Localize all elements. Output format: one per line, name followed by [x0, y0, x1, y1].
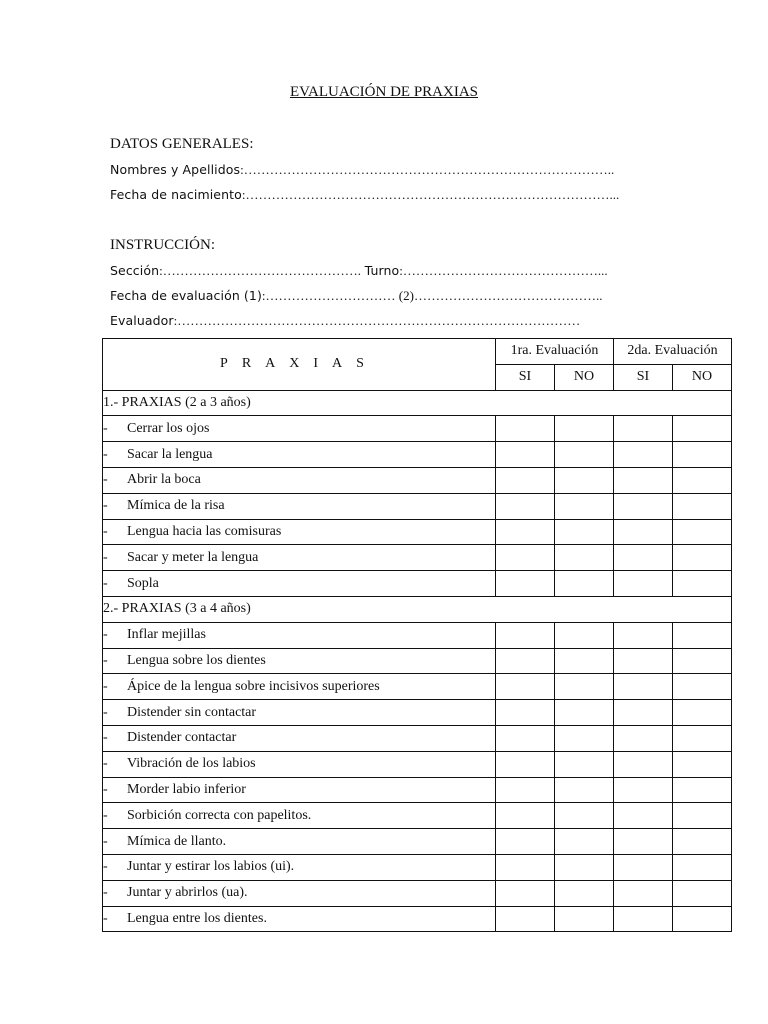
eval1-header: 1ra. Evaluación [496, 339, 614, 365]
eval2-si-cell[interactable] [614, 854, 673, 880]
eval1-no-cell[interactable] [555, 751, 614, 777]
item-dash: - [103, 781, 108, 797]
page-title-text: EVALUACIÓN DE PRAXIAS [289, 84, 479, 100]
evaluador-dots: :………………………………………………………………………………… [173, 313, 581, 328]
eval1-no-cell[interactable] [555, 906, 614, 932]
eval2-no-cell[interactable] [673, 493, 732, 519]
eval1-si-cell[interactable] [496, 725, 555, 751]
praxia-row [103, 442, 732, 468]
praxias-column-header: PRAXIAS [103, 339, 496, 391]
eval2-si-cell[interactable] [614, 803, 673, 829]
praxia-row [103, 803, 732, 829]
item-dash: - [103, 756, 108, 772]
praxia-item [103, 442, 496, 468]
eval1-no-cell[interactable] [555, 442, 614, 468]
praxia-item-label: Sacar la lengua [127, 446, 213, 462]
item-dash: - [103, 472, 108, 488]
group-title: 2.- PRAXIAS (3 a 4 años) [103, 596, 732, 622]
praxia-item-label: Inflar mejillas [127, 627, 206, 643]
group-row-group1 [103, 390, 732, 416]
eval1-si-cell[interactable] [496, 622, 555, 648]
eval2-si-cell[interactable] [614, 906, 673, 932]
praxia-item-label: Ápice de la lengua sobre incisivos superiores [127, 678, 380, 694]
praxia-item [103, 854, 496, 880]
praxia-row [103, 545, 732, 571]
eval2-si-cell[interactable] [614, 519, 673, 545]
praxia-item-label: Vibración de los labios [127, 756, 256, 772]
praxia-row [103, 467, 732, 493]
eval1-no-cell[interactable] [555, 674, 614, 700]
eval1-si-cell[interactable] [496, 777, 555, 803]
fecha-evaluacion-label: Fecha de evaluación (1) [110, 288, 262, 303]
praxia-row [103, 648, 732, 674]
item-dash: - [103, 910, 108, 926]
praxia-row [103, 700, 732, 726]
turno-dots: :………………………………………... [399, 263, 608, 278]
eval1-si-cell[interactable] [496, 829, 555, 855]
eval2-no-cell[interactable] [673, 416, 732, 442]
eval2-no-cell[interactable] [673, 674, 732, 700]
eval2-no-cell[interactable] [673, 648, 732, 674]
turno-label: Turno [364, 263, 400, 278]
eval2-si-cell[interactable] [614, 725, 673, 751]
eval2-no-cell[interactable] [673, 880, 732, 906]
eval2-no-cell[interactable] [673, 467, 732, 493]
fecha-nacimiento-dots: :…………………………………………………………………………... [241, 187, 620, 202]
eval2-no-cell[interactable] [673, 571, 732, 597]
praxias-table [102, 338, 732, 932]
praxia-item [103, 700, 496, 726]
seccion-turno-field[interactable] [110, 263, 608, 280]
eval1-no-cell[interactable] [555, 571, 614, 597]
eval2-si-cell[interactable] [614, 829, 673, 855]
header-row-1 [103, 339, 732, 365]
eval1-no-cell[interactable] [555, 622, 614, 648]
eval1-no-cell[interactable] [555, 725, 614, 751]
eval2-si-cell[interactable] [614, 622, 673, 648]
item-dash: - [103, 807, 108, 823]
eval1-no-cell[interactable] [555, 648, 614, 674]
eval1-si-cell[interactable] [496, 442, 555, 468]
praxia-item-label: Abrir la boca [127, 472, 201, 488]
item-dash: - [103, 627, 108, 643]
eval2-si-cell[interactable] [614, 751, 673, 777]
praxia-item-label: Morder labio inferior [127, 781, 246, 797]
item-dash: - [103, 549, 108, 565]
eval2-si-cell[interactable] [614, 880, 673, 906]
evaluador-field[interactable] [110, 313, 580, 330]
eval1-si-cell[interactable] [496, 648, 555, 674]
eval2-si-cell[interactable] [614, 416, 673, 442]
eval2-no-cell[interactable] [673, 700, 732, 726]
praxia-row [103, 880, 732, 906]
praxia-item-label: Sorbición correcta con papelitos. [127, 807, 312, 823]
item-dash: - [103, 704, 108, 720]
praxia-item [103, 467, 496, 493]
eval1-no-cell[interactable] [555, 493, 614, 519]
eval2-si-cell[interactable] [614, 648, 673, 674]
praxia-row [103, 519, 732, 545]
fecha-evaluacion-dots: :………………………… (2)…………………………………….. [261, 288, 603, 303]
eval2-si-cell[interactable] [614, 545, 673, 571]
praxia-row [103, 906, 732, 932]
eval1-no-cell[interactable] [555, 700, 614, 726]
praxia-item [103, 519, 496, 545]
seccion-label: Sección [110, 263, 160, 278]
instruccion-heading: INSTRUCCIÓN: [110, 237, 216, 253]
praxia-item [103, 674, 496, 700]
eval2-si-cell[interactable] [614, 777, 673, 803]
eval1-si-cell[interactable] [496, 493, 555, 519]
praxia-item [103, 880, 496, 906]
eval2-no-cell[interactable] [673, 803, 732, 829]
fecha-evaluacion-field[interactable] [110, 288, 602, 305]
praxia-row [103, 416, 732, 442]
nombres-label: Nombres y Apellidos [110, 162, 241, 177]
eval1-si-cell[interactable] [496, 545, 555, 571]
eval2-no-cell[interactable] [673, 442, 732, 468]
eval2-no-cell[interactable] [673, 622, 732, 648]
praxia-item [103, 493, 496, 519]
datos-generales-heading: DATOS GENERALES: [110, 136, 254, 152]
item-dash: - [103, 523, 108, 539]
praxia-row [103, 725, 732, 751]
praxia-item-label: Lengua sobre los dientes [127, 652, 266, 668]
eval2-header: 2da. Evaluación [614, 339, 732, 365]
praxia-item [103, 571, 496, 597]
eval1-no-cell[interactable] [555, 467, 614, 493]
eval2-no-header: NO [673, 364, 732, 390]
praxia-row [103, 854, 732, 880]
praxia-item [103, 906, 496, 932]
eval1-no-cell[interactable] [555, 880, 614, 906]
eval1-no-cell[interactable] [555, 416, 614, 442]
item-dash: - [103, 446, 108, 462]
eval2-no-cell[interactable] [673, 854, 732, 880]
item-dash: - [103, 885, 108, 901]
item-dash: - [103, 498, 108, 514]
eval1-si-cell[interactable] [496, 751, 555, 777]
nombres-dots: :………………………………………………………………………….. [240, 162, 615, 177]
eval2-no-cell[interactable] [673, 519, 732, 545]
praxia-item-label: Distender sin contactar [127, 704, 257, 720]
praxia-item [103, 545, 496, 571]
item-dash: - [103, 730, 108, 746]
seccion-dots: :………………………………………. [159, 263, 361, 278]
eval2-si-cell[interactable] [614, 442, 673, 468]
eval2-no-cell[interactable] [673, 777, 732, 803]
eval1-no-cell[interactable] [555, 519, 614, 545]
praxia-row [103, 674, 732, 700]
eval1-no-header: NO [555, 364, 614, 390]
item-dash: - [103, 833, 108, 849]
praxia-item [103, 622, 496, 648]
praxia-row [103, 571, 732, 597]
eval1-si-cell[interactable] [496, 674, 555, 700]
fecha-nacimiento-label: Fecha de nacimiento [110, 187, 242, 202]
praxia-item-label: Lengua entre los dientes. [127, 910, 267, 926]
item-dash: - [103, 678, 108, 694]
eval1-si-cell[interactable] [496, 906, 555, 932]
eval2-si-cell[interactable] [614, 674, 673, 700]
nombres-field[interactable] [110, 162, 614, 179]
group-row-group2 [103, 596, 732, 622]
praxia-item [103, 648, 496, 674]
praxia-item-label: Cerrar los ojos [127, 420, 210, 436]
eval1-no-cell[interactable] [555, 829, 614, 855]
page-title [0, 84, 768, 101]
praxia-item-label: Lengua hacia las comisuras [127, 523, 282, 539]
eval1-si-header: SI [496, 364, 555, 390]
praxia-row [103, 829, 732, 855]
eval1-no-cell[interactable] [555, 545, 614, 571]
praxia-row [103, 777, 732, 803]
praxia-item [103, 829, 496, 855]
praxia-row [103, 493, 732, 519]
praxia-item-label: Sopla [127, 575, 159, 591]
group-title: 1.- PRAXIAS (2 a 3 años) [103, 390, 732, 416]
eval1-si-cell[interactable] [496, 803, 555, 829]
eval2-no-cell[interactable] [673, 829, 732, 855]
item-dash: - [103, 652, 108, 668]
item-dash: - [103, 575, 108, 591]
eval2-no-cell[interactable] [673, 906, 732, 932]
praxia-item-label: Distender contactar [127, 730, 237, 746]
praxia-item [103, 751, 496, 777]
praxia-row [103, 622, 732, 648]
praxia-row [103, 751, 732, 777]
praxia-item [103, 803, 496, 829]
eval1-si-cell[interactable] [496, 700, 555, 726]
eval1-no-cell[interactable] [555, 854, 614, 880]
eval1-si-cell[interactable] [496, 571, 555, 597]
eval1-si-cell[interactable] [496, 467, 555, 493]
eval2-si-header: SI [614, 364, 673, 390]
praxia-item-label: Juntar y estirar los labios (ui). [127, 859, 295, 875]
eval2-si-cell[interactable] [614, 571, 673, 597]
eval1-si-cell[interactable] [496, 854, 555, 880]
eval2-si-cell[interactable] [614, 493, 673, 519]
fecha-nacimiento-field[interactable] [110, 187, 619, 204]
evaluador-label: Evaluador [110, 313, 174, 328]
eval2-no-cell[interactable] [673, 751, 732, 777]
eval1-si-cell[interactable] [496, 416, 555, 442]
eval2-no-cell[interactable] [673, 545, 732, 571]
eval2-si-cell[interactable] [614, 467, 673, 493]
eval2-no-cell[interactable] [673, 725, 732, 751]
praxia-item [103, 416, 496, 442]
praxia-item-label: Mímica de la risa [127, 498, 225, 514]
item-dash: - [103, 420, 108, 436]
eval1-si-cell[interactable] [496, 880, 555, 906]
praxia-item [103, 725, 496, 751]
eval2-si-cell[interactable] [614, 700, 673, 726]
praxia-item-label: Mímica de llanto. [127, 833, 227, 849]
eval1-no-cell[interactable] [555, 803, 614, 829]
item-dash: - [103, 859, 108, 875]
praxia-item [103, 777, 496, 803]
eval1-si-cell[interactable] [496, 519, 555, 545]
praxia-item-label: Juntar y abrirlos (ua). [127, 885, 248, 901]
eval1-no-cell[interactable] [555, 777, 614, 803]
praxia-item-label: Sacar y meter la lengua [127, 549, 259, 565]
